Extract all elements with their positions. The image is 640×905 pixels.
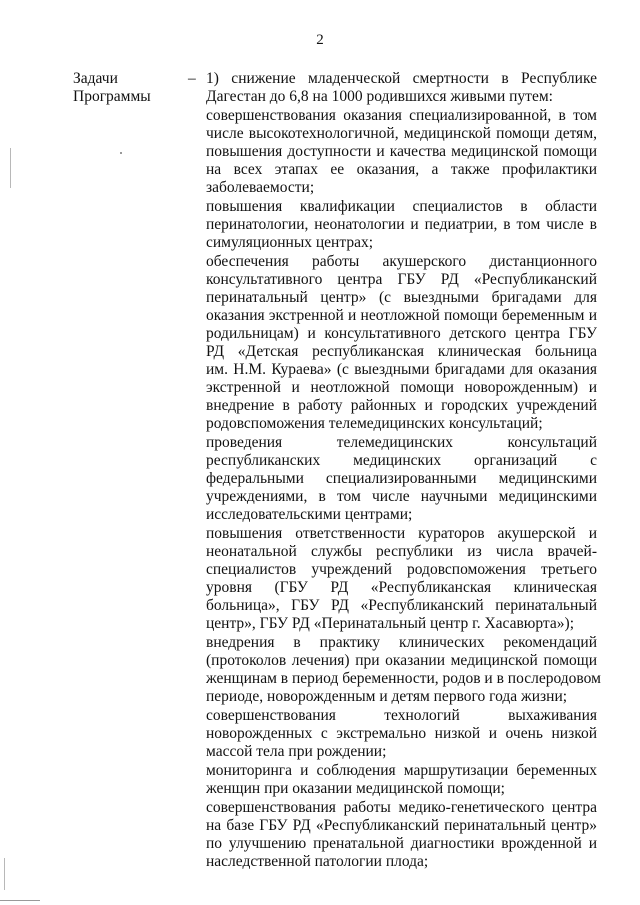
- page-number: 2: [316, 32, 324, 48]
- text-line: республиканских медицинских организаций с: [206, 452, 597, 469]
- text-line: федеральными специализированными медицинскими: [206, 470, 597, 487]
- text-line: проведения телемедицинских консультаций: [206, 434, 597, 451]
- text-line: повышения доступности и качества медицинской помощи: [206, 143, 597, 160]
- text-line: наследственной патологии плода;: [206, 853, 429, 870]
- tasks-content: [206, 70, 601, 871]
- text-line: исследовательскими центрами;: [206, 506, 413, 523]
- text-line: неонатальной службы республики из числа врачей-: [206, 543, 597, 560]
- task-paragraph: [206, 762, 597, 798]
- text-line: повышения ответственности кураторов акушерской и: [206, 525, 597, 542]
- task-paragraph: [206, 253, 597, 433]
- text-line: Дагестан до 6,8 на 1000 родившихся живыми путем:: [206, 88, 553, 105]
- text-line: на всех этапах ее оказания, а также профилактики: [206, 161, 597, 178]
- text-line: перинатологии, неонатологии и педиатрии, в том числе в: [206, 216, 597, 233]
- text-line: внедрение в работу районных и городских учреждений: [206, 397, 597, 414]
- task-paragraph: [206, 198, 597, 252]
- text-line: повышения квалификации специалистов в области: [206, 198, 597, 215]
- text-line: РД «Детская республиканская клиническая больница: [206, 343, 597, 360]
- text-line: им. Н.М. Кураева» (с выездными бригадами для оказания: [206, 361, 597, 378]
- text-line: новорожденных с экстремально низкой и очень низкой: [206, 725, 597, 742]
- task-paragraph: [206, 799, 597, 871]
- text-line: учреждениями, в том числе научными медицинскими: [206, 488, 597, 505]
- text-line: консультативного центра ГБУ РД «Республиканский: [206, 271, 597, 288]
- section-label: [73, 70, 183, 106]
- text-line: совершенствования технологий выхаживания: [206, 707, 597, 724]
- task-paragraph: [206, 707, 597, 761]
- text-line: перинатальный центр» (с выездными бригадами для: [206, 289, 597, 306]
- task-paragraph: [206, 525, 597, 633]
- text-line: центр», ГБУ РД «Перинатальный центр г. Хасавюрта»);: [206, 615, 574, 632]
- scan-speck: [120, 152, 122, 154]
- text-line: числе высокотехнологичной, медицинской помощи детям,: [206, 125, 597, 142]
- text-line: совершенствования работы медико-генетического центра: [206, 799, 597, 816]
- task-paragraph: [206, 70, 597, 106]
- section-label-line: Задачи: [73, 70, 118, 87]
- list-dash: –: [188, 70, 196, 87]
- text-line: (протоколов лечения) при оказании медицинской помощи: [206, 652, 597, 669]
- text-line: специалистов учреждений родовспоможения третьего: [206, 561, 597, 578]
- task-paragraph: [206, 107, 597, 197]
- text-line: мониторинга и соблюдения маршрутизации беременных: [206, 762, 597, 779]
- text-line: заболеваемости;: [206, 179, 315, 196]
- task-paragraph: [206, 634, 601, 706]
- text-line: совершенствования оказания специализированной, в том: [206, 107, 597, 124]
- task-paragraph: [206, 434, 597, 524]
- text-line: родовспоможения телемедицинских консультаций;: [206, 415, 543, 432]
- text-line: женщин при оказании медицинской помощи;: [206, 780, 505, 797]
- scan-speck: [0, 900, 40, 901]
- text-line: симуляционных центрах;: [206, 234, 374, 251]
- text-line: 1) снижение младенческой смертности в Республике: [206, 70, 597, 87]
- margin-line: [10, 148, 11, 188]
- text-line: экстренной и неотложной помощи новорожденным) и: [206, 379, 597, 396]
- text-line: женщинам в период беременности, родов и в послеродовом: [206, 670, 601, 687]
- text-line: обеспечения работы акушерского дистанционного: [206, 253, 597, 270]
- text-line: на базе ГБУ РД «Республиканский перинатальный центр»: [206, 817, 597, 834]
- text-line: по улучшению пренатальной диагностики врожденной и: [206, 835, 597, 852]
- text-line: массой тела при рождении;: [206, 743, 387, 760]
- text-line: периоде, новорожденным и детям первого года жизни;: [206, 688, 568, 705]
- margin-line: [4, 858, 5, 890]
- text-line: внедрения в практику клинических рекомендаций: [206, 634, 597, 651]
- section-label-line: Программы: [73, 88, 151, 105]
- text-line: больница», ГБУ РД «Республиканский перинатальный: [206, 597, 597, 614]
- text-line: уровня (ГБУ РД «Республиканская клиническая: [206, 579, 597, 596]
- text-line: родильницам) и консультативного детского центра ГБУ: [206, 325, 597, 342]
- text-line: оказания экстренной и неотложной помощи беременным и: [206, 307, 597, 324]
